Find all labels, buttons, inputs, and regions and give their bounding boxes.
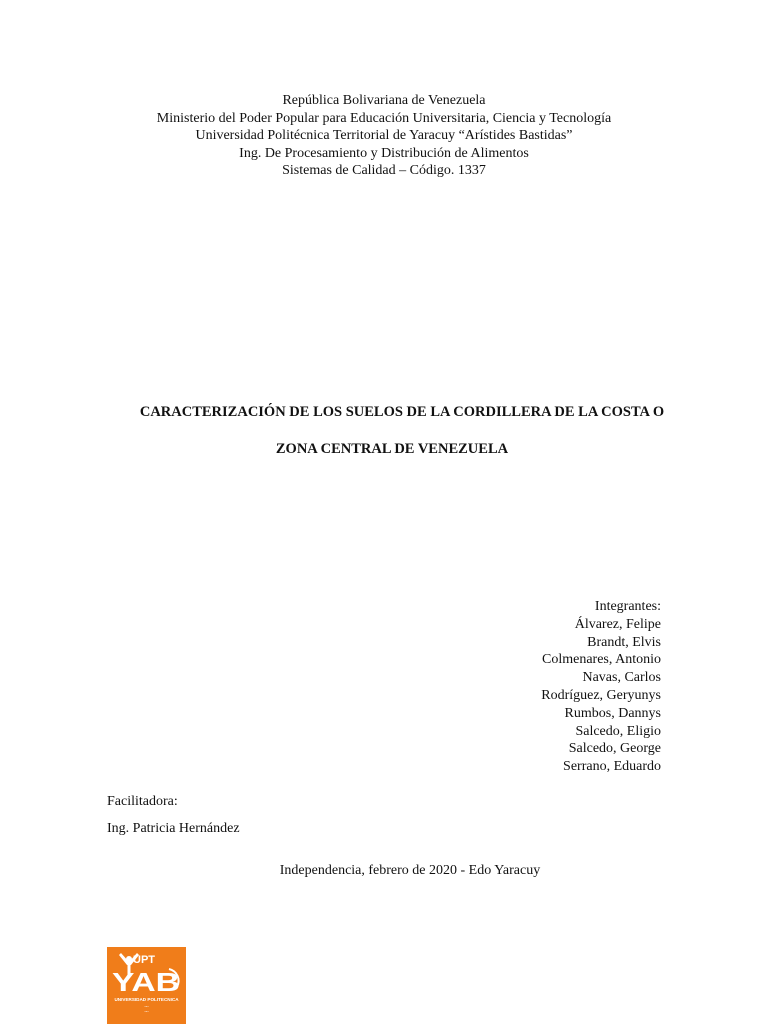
member-name: Salcedo, George [568,741,661,757]
logo-yab-text: YAB [112,967,180,997]
header-line-republic: República Bolivariana de Venezuela [282,93,486,108]
header-line-course: Sistemas de Calidad – Código. 1337 [282,163,486,178]
member-name: Brandt, Elvis [587,634,661,650]
header-line-university: Universidad Politécnica Territorial de Yaracuy “Arístides Bastidas” [195,128,573,143]
place-and-date: Independencia, febrero de 2020 - Edo Yaracuy [279,863,541,878]
member-name: Rodríguez, Geryunys [541,687,661,703]
member-name: Serrano, Eduardo [563,759,661,775]
member-name: Salcedo, Eligio [575,723,661,739]
member-name: Navas, Carlos [582,670,661,686]
members-block [541,598,661,776]
logo-caption [107,997,186,1014]
member-name: Álvarez, Felipe [574,616,661,632]
facilitator-name: Ing. Patricia Hernández [107,821,240,836]
logo-caption-line: … [144,1008,149,1014]
facilitator-label: Facilitadora: [107,794,178,809]
members-label: Integrantes: [594,599,661,614]
logo-caption-line: … [144,1002,149,1008]
institution-header [0,92,768,180]
member-name: Rumbos, Dannys [564,705,661,721]
header-line-ministry: Ministerio del Poder Popular para Educación Universitaria, Ciencia y Tecnología [156,110,612,126]
logo-caption-line: UNIVERSIDAD POLITECNICA [114,997,179,1002]
header-line-program: Ing. De Procesamiento y Distribución de Alimentos [239,145,529,161]
document-title-line-2: ZONA CENTRAL DE VENEZUELA [275,441,509,457]
university-logo [107,947,186,1024]
document-title-line-1: CARACTERIZACIÓN DE LOS SUELOS DE LA CORDILLERA DE LA COSTA O [139,404,665,420]
member-name: Colmenares, Antonio [542,652,661,668]
logo-upt-text: UPT [133,954,155,966]
